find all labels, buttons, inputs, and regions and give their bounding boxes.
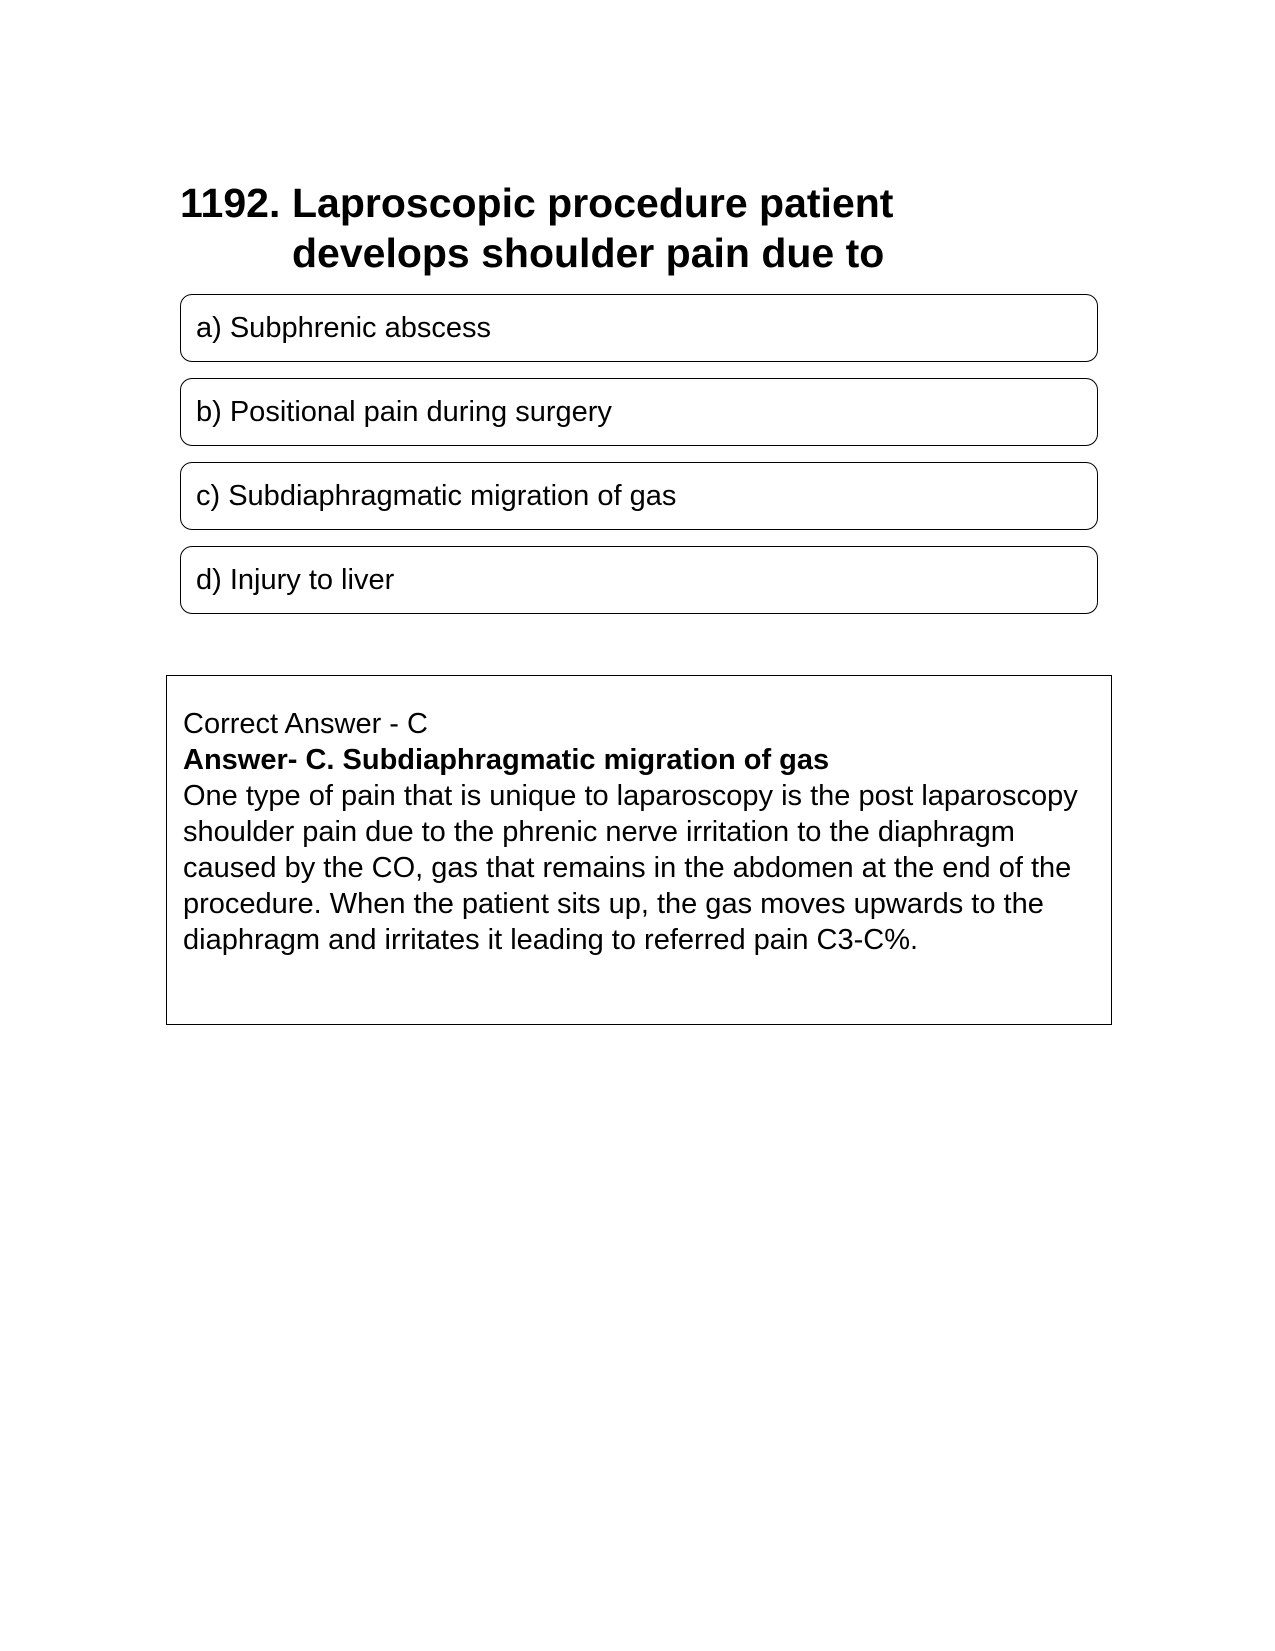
- option-b-label: b) Positional pain during surgery: [196, 395, 612, 428]
- question-text: Laproscopic procedure patient develops shoulder pain due to: [292, 180, 894, 276]
- option-d-label: d) Injury to liver: [196, 563, 395, 596]
- option-a[interactable]: [180, 294, 1098, 362]
- option-c[interactable]: [180, 462, 1098, 530]
- answer-heading: Answer- C. Subdiaphragmatic migration of gas: [183, 744, 830, 776]
- option-a-label: a) Subphrenic abscess: [196, 311, 491, 344]
- correct-answer: Correct Answer - C: [183, 708, 428, 740]
- option-d[interactable]: [180, 546, 1098, 614]
- option-b[interactable]: [180, 378, 1098, 446]
- options-list: [180, 294, 1098, 630]
- question-number: 1192.: [180, 180, 281, 226]
- answer-explanation: One type of pain that is unique to laparoscopy is the post laparoscopy shoulder pain due to the phrenic nerve irritation to the diaphragm caused by the CO, gas that remains in the abdomen at the end of the procedure. When the patient sits up, the gas moves upwards to the diaphragm and irritates it leading to referred pain C3-C%.: [183, 780, 1078, 956]
- answer-box: [166, 675, 1112, 1025]
- question: [180, 178, 980, 278]
- option-c-label: c) Subdiaphragmatic migration of gas: [196, 479, 677, 512]
